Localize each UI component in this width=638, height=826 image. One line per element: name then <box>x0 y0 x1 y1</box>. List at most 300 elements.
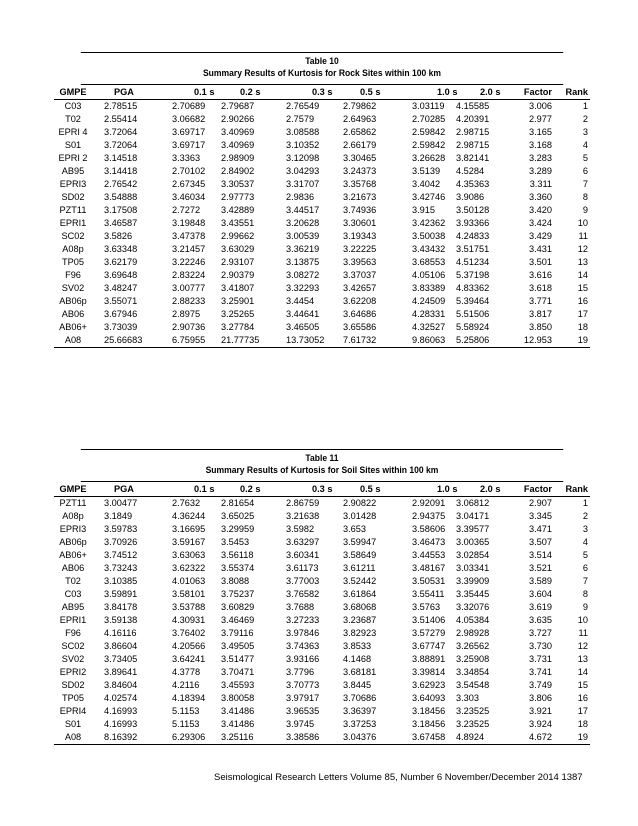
table-cell: 3.29959 <box>221 524 255 534</box>
table-cell: 3.431 <box>529 244 552 254</box>
table-cell: 3.47378 <box>172 231 206 241</box>
table-cell: 3.02854 <box>456 550 490 560</box>
table-row <box>54 679 590 692</box>
table-cell: 3.76582 <box>286 589 320 599</box>
table-cell: 3.10352 <box>286 140 320 150</box>
table-cell: 2.70689 <box>172 101 206 111</box>
table-cell: 3.5763 <box>412 602 441 612</box>
table-cell: 3.46505 <box>286 322 320 332</box>
table-cell: 3.58649 <box>343 550 377 560</box>
table-cell: 17 <box>577 706 588 716</box>
table-cell: 8 <box>582 589 588 599</box>
table-cell: PZT11 <box>59 205 87 215</box>
table-cell: 3.63063 <box>172 550 206 560</box>
table-cell: 3.50038 <box>412 231 446 241</box>
column-header: GMPE <box>59 484 87 494</box>
table-cell: 3.727 <box>529 628 552 638</box>
table-cell: 7 <box>582 179 588 189</box>
table-cell: 3.73405 <box>104 654 138 664</box>
table-cell: 3.3363 <box>172 153 201 163</box>
table-cell: 5.39464 <box>456 296 490 306</box>
table-10 <box>54 52 590 348</box>
table-cell: AB06+ <box>59 550 87 560</box>
table-cell: 3.59891 <box>104 589 138 599</box>
table-cell: 2.98909 <box>221 153 255 163</box>
table-cell: 5 <box>582 153 588 163</box>
table-cell: 3.25116 <box>221 732 254 742</box>
table-cell: AB06p <box>59 537 87 547</box>
table-cell: A08p <box>62 244 84 254</box>
table-cell: 3.38586 <box>286 732 320 742</box>
table-cell: 3.44517 <box>286 205 320 215</box>
table-cell: 3.44641 <box>286 309 320 319</box>
table-cell: 3.27784 <box>221 322 255 332</box>
table-cell: 3.521 <box>529 563 552 573</box>
table-cell: 3.73039 <box>104 322 138 332</box>
table-cell: S01 <box>64 140 82 150</box>
table-row <box>54 139 590 152</box>
table-cell: 3.55411 <box>412 589 445 599</box>
table-cell: 3.41486 <box>221 719 255 729</box>
table-row <box>54 536 590 549</box>
table-cell: 3.00477 <box>104 498 138 508</box>
table-10-caption: Summary Results of Kurtosis for Rock Sites within 100 km <box>202 68 442 79</box>
table-row <box>54 178 590 191</box>
table-cell: 3.165 <box>529 127 552 137</box>
table-row <box>54 334 590 347</box>
table-cell: 4.672 <box>529 732 552 742</box>
table-cell: 3.08272 <box>286 270 320 280</box>
table-cell: 3.68181 <box>343 667 377 677</box>
table-cell: 4.02574 <box>104 693 138 703</box>
table-cell: 3.08588 <box>286 127 320 137</box>
table-cell: 3.13875 <box>286 257 320 267</box>
table-cell: 3.82141 <box>456 153 490 163</box>
table-cell: EPRI3 <box>59 179 87 189</box>
column-header: PGA <box>114 87 134 97</box>
table-cell: 4.24833 <box>456 231 490 241</box>
table-cell: 2.86759 <box>286 498 320 508</box>
table-cell: 3.84178 <box>104 602 138 612</box>
table-cell: 3.48247 <box>104 283 138 293</box>
table-row <box>54 614 590 627</box>
table-cell: 2.84902 <box>221 166 255 176</box>
table-cell: 3.32293 <box>286 283 320 293</box>
table-cell: 4.05384 <box>456 615 490 625</box>
table-cell: 3.24373 <box>343 166 377 176</box>
table-row <box>54 588 590 601</box>
table-cell: EPRI1 <box>59 218 87 228</box>
table-cell: 3.43432 <box>412 244 446 254</box>
table-row <box>54 126 590 139</box>
table-10-header-row <box>54 85 590 100</box>
table-cell: 3.850 <box>529 322 552 332</box>
table-cell: 2.79687 <box>221 101 255 111</box>
table-cell: 18 <box>577 719 588 729</box>
table-cell: 2.907 <box>529 498 552 508</box>
table-cell: 2.76549 <box>286 101 320 111</box>
column-header: Factor <box>523 87 552 97</box>
table-cell: 3.19848 <box>172 218 206 228</box>
table-cell: 4.2116 <box>172 680 200 690</box>
column-header: 0.3 s <box>312 87 333 97</box>
column-header: 0.3 s <box>312 484 333 494</box>
table-10-body <box>54 100 590 348</box>
table-cell: 3.30465 <box>343 153 377 163</box>
table-cell: 3.45593 <box>221 680 255 690</box>
table-cell: 3.51477 <box>221 654 255 664</box>
table-cell: A08 <box>64 335 82 345</box>
table-cell: 3.22246 <box>172 257 206 267</box>
table-row <box>54 282 590 295</box>
table-cell: 3.41807 <box>221 283 255 293</box>
table-11-header-row <box>54 482 590 497</box>
table-cell: SV02 <box>61 283 85 293</box>
table-cell: 3.618 <box>529 283 552 293</box>
table-cell: 2.977 <box>529 114 552 124</box>
table-cell: 3.21638 <box>286 511 320 521</box>
table-cell: 2.90822 <box>343 498 377 508</box>
table-cell: 3.49505 <box>221 641 255 651</box>
table-cell: 3.741 <box>529 667 552 677</box>
table-cell: 3.23687 <box>343 615 377 625</box>
table-cell: 2.66179 <box>343 140 377 150</box>
table-cell: 3.68068 <box>343 602 377 612</box>
table-cell: 3.9745 <box>286 719 315 729</box>
table-cell: T02 <box>65 114 81 124</box>
table-cell: 3.06682 <box>172 114 206 124</box>
table-cell: 3.74363 <box>286 641 320 651</box>
table-11-heading <box>81 449 563 482</box>
table-cell: 3.14418 <box>104 166 138 176</box>
table-cell: 5.37198 <box>456 270 490 280</box>
table-cell: 3.730 <box>529 641 552 651</box>
table-cell: AB06p <box>59 296 87 306</box>
table-cell: 2.90736 <box>172 322 206 332</box>
table-cell: 3.62179 <box>104 257 138 267</box>
table-cell: F96 <box>65 270 81 280</box>
table-cell: 3.771 <box>529 296 552 306</box>
table-cell: 4.8924 <box>456 732 485 742</box>
table-row <box>54 705 590 718</box>
table-cell: 2.97773 <box>221 192 255 202</box>
table-cell: 3.311 <box>529 179 552 189</box>
table-cell: 18 <box>577 322 588 332</box>
table-cell: 3 <box>582 127 588 137</box>
table-cell: 4.20391 <box>456 114 490 124</box>
table-cell: 3.653 <box>343 524 366 534</box>
table-cell: 3.70471 <box>221 667 255 677</box>
table-row <box>54 549 590 562</box>
table-cell: 3.77003 <box>286 576 320 586</box>
table-cell: 3.84604 <box>104 680 138 690</box>
table-cell: 2.65862 <box>343 127 377 137</box>
table-cell: 4.20566 <box>172 641 206 651</box>
table-cell: 3.30601 <box>343 218 377 228</box>
table-cell: 3.64241 <box>172 654 206 664</box>
table-cell: 4.3778 <box>172 667 201 677</box>
table-cell: 3.68553 <box>412 257 446 267</box>
table-cell: 3.8445 <box>343 680 372 690</box>
table-row <box>54 191 590 204</box>
table-cell: 4.32527 <box>412 322 446 332</box>
table-cell: 3.616 <box>529 270 552 280</box>
table-cell: 2.99662 <box>221 231 255 241</box>
table-cell: 3.62208 <box>343 296 377 306</box>
table-cell: 2.98715 <box>456 140 490 150</box>
table-row <box>54 731 590 744</box>
table-cell: SD02 <box>61 192 85 202</box>
table-cell: 3.97846 <box>286 628 320 638</box>
table-cell: 2.7579 <box>286 114 315 124</box>
table-cell: 3.61864 <box>343 589 377 599</box>
table-cell: 3.817 <box>529 309 552 319</box>
table-cell: 2.59842 <box>412 140 446 150</box>
table-cell: 3.59783 <box>104 524 138 534</box>
table-cell: PZT11 <box>59 498 87 508</box>
table-cell: 2.7272 <box>172 205 201 215</box>
table-cell: 2.83224 <box>172 270 206 280</box>
table-cell: 3.283 <box>529 153 552 163</box>
table-cell: 7 <box>582 576 588 586</box>
table-cell: 6.29306 <box>172 732 206 742</box>
table-cell: 3.04293 <box>286 166 320 176</box>
table-cell: 3.96535 <box>286 706 320 716</box>
table-cell: 3.619 <box>529 602 552 612</box>
table-cell: 16 <box>577 296 588 306</box>
table-cell: 3.23525 <box>456 706 490 716</box>
table-cell: 3.36219 <box>286 244 320 254</box>
table-cell: 3.36397 <box>343 706 377 716</box>
table-cell: 3.72064 <box>104 127 138 137</box>
table-cell: 3.429 <box>529 231 552 241</box>
table-cell: 3.51406 <box>412 615 446 625</box>
table-cell: 2.98928 <box>456 628 490 638</box>
table-cell: 3.48167 <box>412 563 446 573</box>
table-cell: 3.345 <box>529 511 552 521</box>
table-cell: 9 <box>582 205 588 215</box>
table-row <box>54 204 590 217</box>
table-cell: 2.78515 <box>104 101 138 111</box>
table-cell: 3.921 <box>529 706 552 716</box>
table-cell: 4.83362 <box>456 283 490 293</box>
table-cell: 3.00777 <box>172 283 206 293</box>
table-cell: 3.54888 <box>104 192 138 202</box>
table-cell: 3.9086 <box>456 192 485 202</box>
table-row <box>54 627 590 640</box>
table-cell: 2.70102 <box>172 166 206 176</box>
table-cell: 2.55414 <box>104 114 138 124</box>
table-row <box>54 653 590 666</box>
table-cell: AB95 <box>61 602 85 612</box>
table-cell: 3.10385 <box>104 576 138 586</box>
table-cell: 3.54548 <box>456 680 490 690</box>
table-cell: 3.1849 <box>104 511 133 521</box>
table-cell: 13.73052 <box>286 335 325 345</box>
table-cell: 3.4454 <box>286 296 315 306</box>
table-cell: 3.03119 <box>412 101 445 111</box>
table-cell: 3.22225 <box>343 244 377 254</box>
table-cell: 3.74936 <box>343 205 377 215</box>
table-cell: 9 <box>582 602 588 612</box>
table-cell: 3.39563 <box>343 257 377 267</box>
table-cell: 4.51234 <box>456 257 490 267</box>
table-row <box>54 230 590 243</box>
table-cell: 11 <box>578 628 588 638</box>
table-cell: 3.74512 <box>104 550 138 560</box>
table-cell: 2 <box>582 511 588 521</box>
table-cell: 3.61173 <box>286 563 319 573</box>
table-cell: 2.9836 <box>286 192 315 202</box>
table-cell: 3.46469 <box>221 615 255 625</box>
column-header: 1.0 s <box>437 87 458 97</box>
table-cell: 3.749 <box>529 680 552 690</box>
table-cell: TP05 <box>62 693 84 703</box>
column-header: Rank <box>565 87 588 97</box>
table-cell: 3.04171 <box>456 511 490 521</box>
table-cell: 2 <box>582 114 588 124</box>
table-cell: 3.39577 <box>456 524 490 534</box>
table-cell: 3.69717 <box>172 140 206 150</box>
table-cell: 3.25901 <box>221 296 255 306</box>
table-cell: 3.55071 <box>104 296 138 306</box>
table-cell: 3.21457 <box>172 244 206 254</box>
table-cell: 3.37037 <box>343 270 377 280</box>
table-cell: 6 <box>582 166 588 176</box>
table-cell: 7.61732 <box>343 335 377 345</box>
table-cell: 12 <box>577 244 588 254</box>
table-cell: 3.924 <box>529 719 552 729</box>
table-cell: 10 <box>577 615 588 625</box>
table-cell: 5.51506 <box>456 309 490 319</box>
table-cell: 3.97917 <box>286 693 320 703</box>
table-row <box>54 217 590 230</box>
table-cell: 3.35768 <box>343 179 377 189</box>
table-cell: 3.64093 <box>412 693 446 703</box>
table-cell: 8 <box>582 192 588 202</box>
table-cell: 4.36244 <box>172 511 206 521</box>
table-cell: 3.59947 <box>343 537 377 547</box>
table-cell: 19 <box>577 732 588 742</box>
table-cell: 4.5284 <box>456 166 485 176</box>
column-header: 2.0 s <box>480 87 501 97</box>
table-cell: 10 <box>577 218 588 228</box>
table-cell: 3.424 <box>529 218 552 228</box>
table-cell: 3.53788 <box>172 602 206 612</box>
table-cell: 3 <box>582 524 588 534</box>
table-cell: 3.19343 <box>343 231 377 241</box>
table-row <box>54 523 590 536</box>
table-cell: 3.63297 <box>286 537 320 547</box>
table-cell: SD02 <box>61 680 85 690</box>
table-cell: 2.8975 <box>172 309 201 319</box>
table-11 <box>54 449 590 745</box>
table-cell: 3.31707 <box>286 179 320 189</box>
table-cell: A08 <box>64 732 82 742</box>
table-cell: 3.303 <box>456 693 479 703</box>
table-cell: 3.58606 <box>412 524 446 534</box>
table-cell: 3.69648 <box>104 270 138 280</box>
table-cell: 3.5139 <box>412 166 441 176</box>
table-cell: 12 <box>577 641 588 651</box>
column-header: 0.2 s <box>240 484 261 494</box>
table-cell: 3.88891 <box>412 654 446 664</box>
table-cell: 3.62923 <box>412 680 446 690</box>
table-cell: 13 <box>577 257 588 267</box>
table-cell: 3.4042 <box>412 179 441 189</box>
table-cell: 3.46587 <box>104 218 138 228</box>
table-cell: 2.90266 <box>221 114 255 124</box>
table-cell: 3.51751 <box>456 244 490 254</box>
table-cell: 4 <box>582 537 588 547</box>
table-row <box>54 562 590 575</box>
page-footer: Seismological Research Letters Volume 85, Number 6 November/December 2014 1387 <box>214 772 583 783</box>
table-cell: C03 <box>64 101 82 111</box>
table-cell: 4.1468 <box>343 654 372 664</box>
table-cell: 3.635 <box>529 615 552 625</box>
table-row <box>54 692 590 705</box>
table-row <box>54 269 590 282</box>
table-cell: 25.66683 <box>104 335 143 345</box>
table-cell: 21.77735 <box>221 335 260 345</box>
table-cell: SV02 <box>61 654 85 664</box>
table-cell: 3.20628 <box>286 218 320 228</box>
table-cell: 3.60829 <box>221 602 255 612</box>
table-cell: 3.76402 <box>172 628 206 638</box>
table-cell: 3.03341 <box>456 563 490 573</box>
column-header: 0.5 s <box>360 87 381 97</box>
table-row <box>54 497 590 510</box>
table-cell: EPRI1 <box>59 615 87 625</box>
column-header: PGA <box>114 484 134 494</box>
table-cell: 2.94375 <box>412 511 446 521</box>
table-cell: 3.64686 <box>343 309 377 319</box>
table-cell: EPRI4 <box>59 706 87 716</box>
table-cell: 3.59138 <box>104 615 138 625</box>
table-cell: 3.62322 <box>172 563 206 573</box>
table-cell: 4.28331 <box>412 309 446 319</box>
table-cell: 2.70285 <box>412 114 446 124</box>
table-cell: 4.16993 <box>104 719 138 729</box>
table-row <box>54 601 590 614</box>
table-cell: C03 <box>64 589 82 599</box>
table-cell: 3.04376 <box>343 732 377 742</box>
table-cell: 3.63348 <box>104 244 138 254</box>
table-cell: 3.75237 <box>221 589 255 599</box>
table-cell: 1 <box>582 101 588 111</box>
table-cell: 3.26562 <box>456 641 490 651</box>
table-cell: 5.1153 <box>172 706 200 716</box>
table-cell: 3.00365 <box>456 537 490 547</box>
table-cell: 3.23525 <box>456 719 490 729</box>
table-cell: AB06 <box>61 309 85 319</box>
table-cell: 3.604 <box>529 589 552 599</box>
table-cell: 2.88233 <box>172 296 206 306</box>
table-cell: T02 <box>65 576 81 586</box>
table-cell: 5.58924 <box>456 322 490 332</box>
table-cell: 2.64963 <box>343 114 377 124</box>
table-row <box>54 295 590 308</box>
table-cell: 3.42889 <box>221 205 255 215</box>
table-row <box>54 152 590 165</box>
table-cell: 9.86063 <box>412 335 446 345</box>
table-cell: 3.52442 <box>343 576 377 586</box>
table-cell: 3.46034 <box>172 192 206 202</box>
table-cell: 3.168 <box>529 140 552 150</box>
table-cell: 3.8533 <box>343 641 372 651</box>
table-cell: AB06+ <box>59 322 87 332</box>
table-cell: 3.59167 <box>172 537 206 547</box>
